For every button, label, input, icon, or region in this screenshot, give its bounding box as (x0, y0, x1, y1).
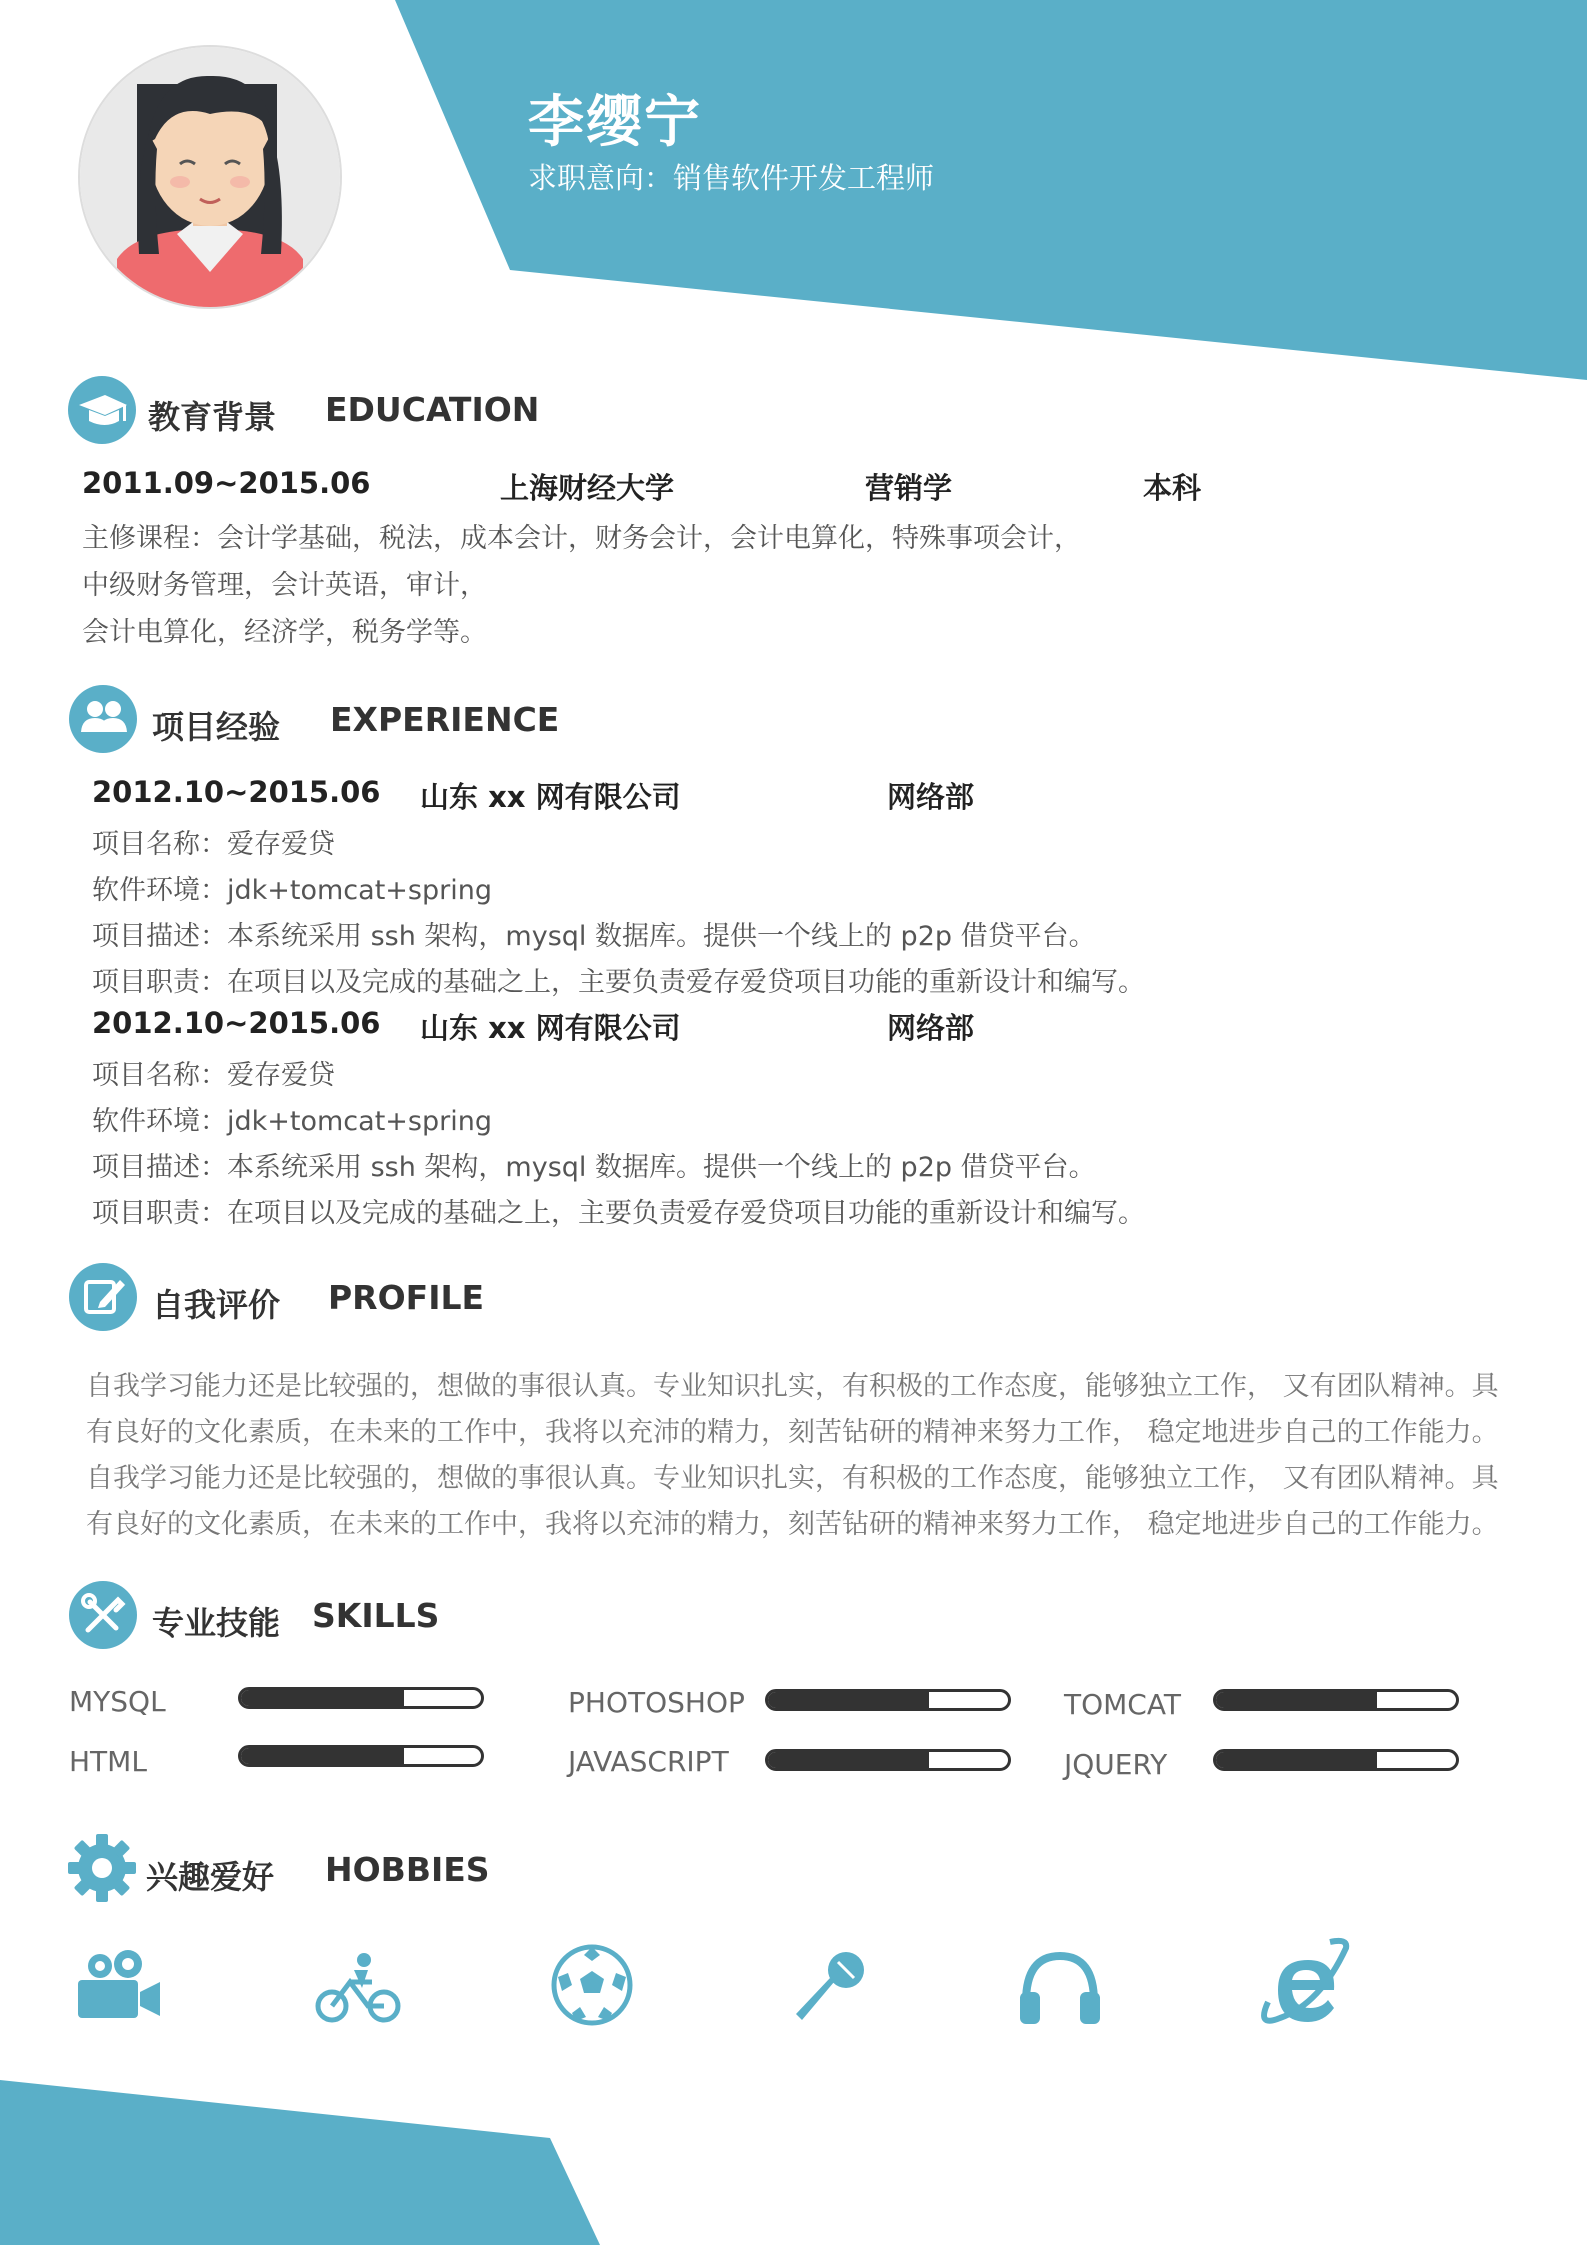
skill-bar (765, 1689, 1011, 1711)
experience-title-cn: 项目经验 (152, 708, 281, 746)
skill-bar (765, 1749, 1011, 1771)
education-period: 2011.09~2015.06 (82, 466, 371, 500)
hobbies-title-cn: 兴趣爱好 (146, 1858, 275, 1896)
experience-line: 项目职责：在项目以及完成的基础之上，主要负责爱存爱贷项目功能的重新设计和编写。 (92, 967, 1145, 998)
avatar (77, 44, 343, 310)
experience-period: 2012.10~2015.06 (92, 1006, 381, 1040)
experience-line: 软件环境：jdk+tomcat+spring (92, 1106, 492, 1137)
skill-bar (238, 1687, 484, 1709)
profile-line: 有良好的文化素质，在未来的工作中，我将以充沛的精力，刻苦钻研的精神来努力工作， 稳定地进步自己的工作能力。 (86, 1509, 1499, 1540)
skill-fill (768, 1752, 929, 1768)
skill-fill (1216, 1692, 1377, 1708)
candidate-name: 李缨宁 (528, 90, 702, 155)
skill-bar (238, 1745, 484, 1767)
graduation-cap-icon (67, 375, 137, 445)
skill-name: TOMCAT (1064, 1688, 1181, 1721)
skill-name: JAVASCRIPT (568, 1745, 729, 1778)
gear-icon (64, 1830, 140, 1906)
experience-line: 项目职责：在项目以及完成的基础之上，主要负责爱存爱贷项目功能的重新设计和编写。 (92, 1198, 1145, 1229)
profile-title-en: PROFILE (328, 1278, 485, 1317)
experience-dept: 网络部 (887, 1011, 975, 1045)
skill-fill (1216, 1752, 1377, 1768)
edit-icon (68, 1262, 138, 1332)
profile-line: 自我学习能力还是比较强的，想做的事很认真。专业知识扎实，有积极的工作态度，能够独立工作， 又有团队精神。具 (86, 1463, 1499, 1494)
education-courses-line: 会计电算化，经济学，税务学等。 (82, 617, 487, 648)
profile-line: 自我学习能力还是比较强的，想做的事很认真。专业知识扎实，有积极的工作态度，能够独立工作， 又有团队精神。具 (86, 1371, 1499, 1402)
hobbies-title-en: HOBBIES (325, 1850, 490, 1889)
experience-line: 项目名称：爱存爱贷 (92, 1060, 335, 1091)
job-intent (528, 156, 934, 197)
skill-fill (768, 1692, 929, 1708)
experience-line: 项目描述：本系统采用 ssh 架构，mysql 数据库。提供一个线上的 p2p 借贷平台。 (92, 921, 1096, 952)
education-degree: 本科 (1143, 471, 1202, 505)
microphone-icon (782, 1940, 878, 2036)
experience-period: 2012.10~2015.06 (92, 775, 381, 809)
education-school: 上海财经大学 (500, 471, 675, 505)
internet-explorer-icon (1250, 1934, 1354, 2038)
experience-company: 山东 xx 网有限公司 (420, 780, 681, 814)
skills-title-cn: 专业技能 (152, 1604, 281, 1642)
skill-name: JQUERY (1064, 1748, 1168, 1781)
team-icon (68, 684, 138, 754)
skill-fill (241, 1748, 404, 1764)
skill-name: PHOTOSHOP (568, 1686, 745, 1719)
education-major: 营销学 (865, 471, 953, 505)
education-title-cn: 教育背景 (148, 398, 277, 436)
experience-line: 软件环境：jdk+tomcat+spring (92, 875, 492, 906)
cycling-icon (310, 1940, 406, 2036)
experience-title-en: EXPERIENCE (330, 700, 560, 739)
education-title-en: EDUCATION (325, 390, 540, 429)
skills-title-en: SKILLS (312, 1596, 440, 1635)
tools-icon (68, 1580, 138, 1650)
skill-name: HTML (69, 1745, 147, 1778)
experience-line: 项目名称：爱存爱贷 (92, 829, 335, 860)
headphones-icon (1012, 1940, 1108, 2036)
experience-company: 山东 xx 网有限公司 (420, 1011, 681, 1045)
education-courses-line: 主修课程：会计学基础，税法，成本会计，财务会计，会计电算化，特殊事项会计， (82, 523, 1081, 554)
profile-line: 有良好的文化素质，在未来的工作中，我将以充沛的精力，刻苦钻研的精神来努力工作， 稳定地进步自己的工作能力。 (86, 1417, 1499, 1448)
experience-dept: 网络部 (887, 780, 975, 814)
skill-fill (241, 1690, 404, 1706)
skill-bar (1213, 1749, 1459, 1771)
skill-name: MYSQL (69, 1685, 166, 1718)
job-intent-value: 销售软件开发工程师 (673, 161, 935, 195)
footer-shape (0, 2080, 600, 2245)
education-courses-line: 中级财务管理，会计英语，审计， (82, 570, 487, 601)
football-icon (544, 1937, 640, 2033)
profile-title-cn: 自我评价 (152, 1286, 281, 1324)
job-intent-label: 求职意向： (528, 161, 674, 195)
skill-bar (1213, 1689, 1459, 1711)
camera-icon (70, 1940, 166, 2036)
experience-line: 项目描述：本系统采用 ssh 架构，mysql 数据库。提供一个线上的 p2p 借贷平台。 (92, 1152, 1096, 1183)
